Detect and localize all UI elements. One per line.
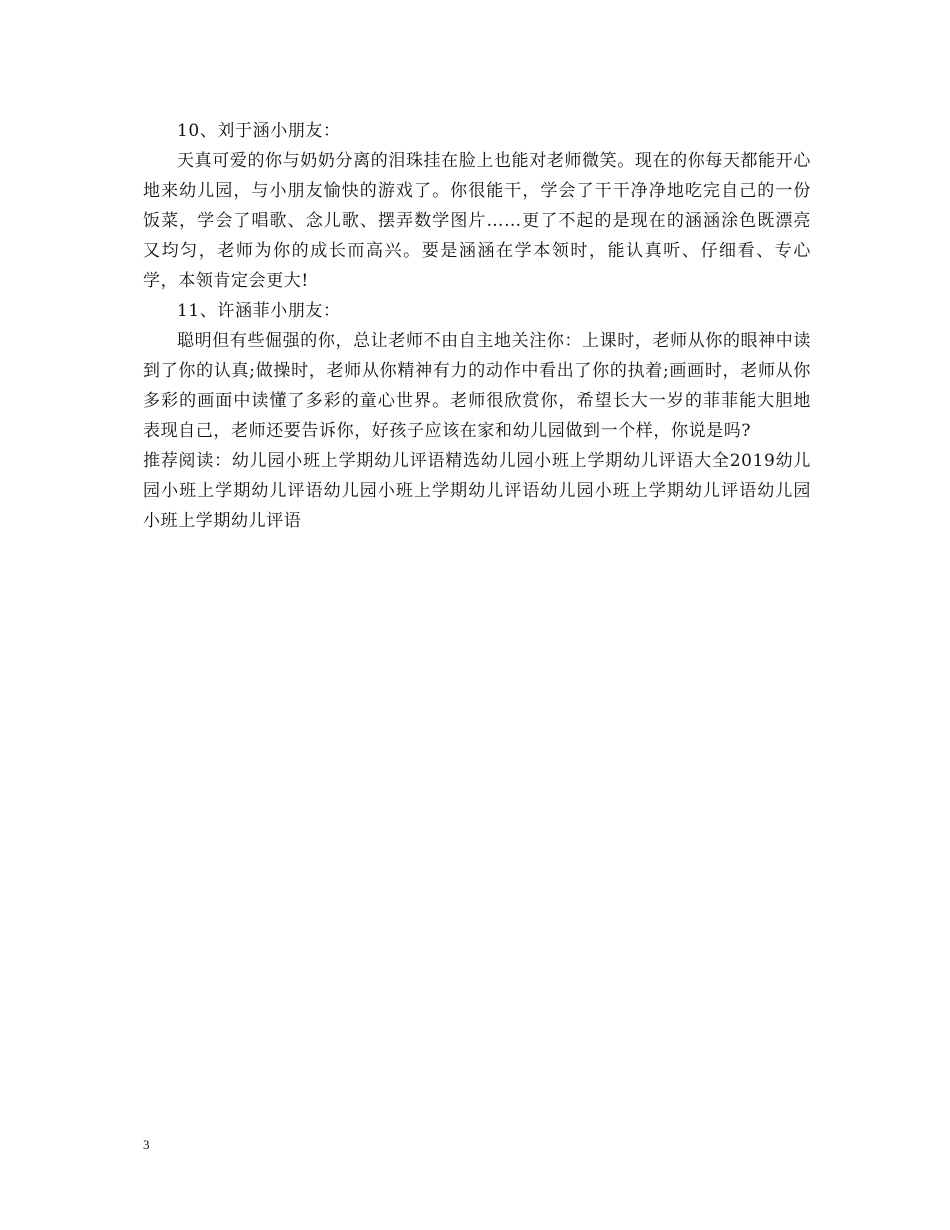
section-body-10: 天真可爱的你与奶奶分离的泪珠挂在脸上也能对老师微笑。现在的你每天都能开心地来幼儿园，与小朋友愉快的游戏了。你很能干，学会了干干净净地吃完自己的一份饭菜，学会了唱歌、念儿歌、摆弄数学图片……更了不起的是现在的涵涵涂色既漂亮又均匀，老师为你的成长而高兴。要是涵涵在学本领时，能认真听、仔细看、专心学，本领肯定会更大! [143,151,811,291]
section-heading-11: 11、许涵菲小朋友： [177,301,341,321]
section-heading-10: 10、刘于涵小朋友： [177,121,341,141]
recommended-reading: 推荐阅读：幼儿园小班上学期幼儿评语精选幼儿园小班上学期幼儿评语大全2019幼儿园小班上学期幼儿评语幼儿园小班上学期幼儿评语幼儿园小班上学期幼儿评语幼儿园小班上学期幼儿评语 [143,451,811,531]
page-number: 3 [143,1137,150,1152]
section-body-11: 聪明但有些倔强的你，总让老师不由自主地关注你：上课时，老师从你的眼神中读到了你的认真;做操时，老师从你精神有力的动作中看出了你的执着;画画时，老师从你多彩的画面中读懂了多彩的童心世界。老师很欣赏你，希望长大一岁的菲菲能大胆地表现自己，老师还要告诉你，好孩子应该在家和幼儿园做到一个样，你说是吗? [143,331,811,441]
document-body [143,116,811,536]
